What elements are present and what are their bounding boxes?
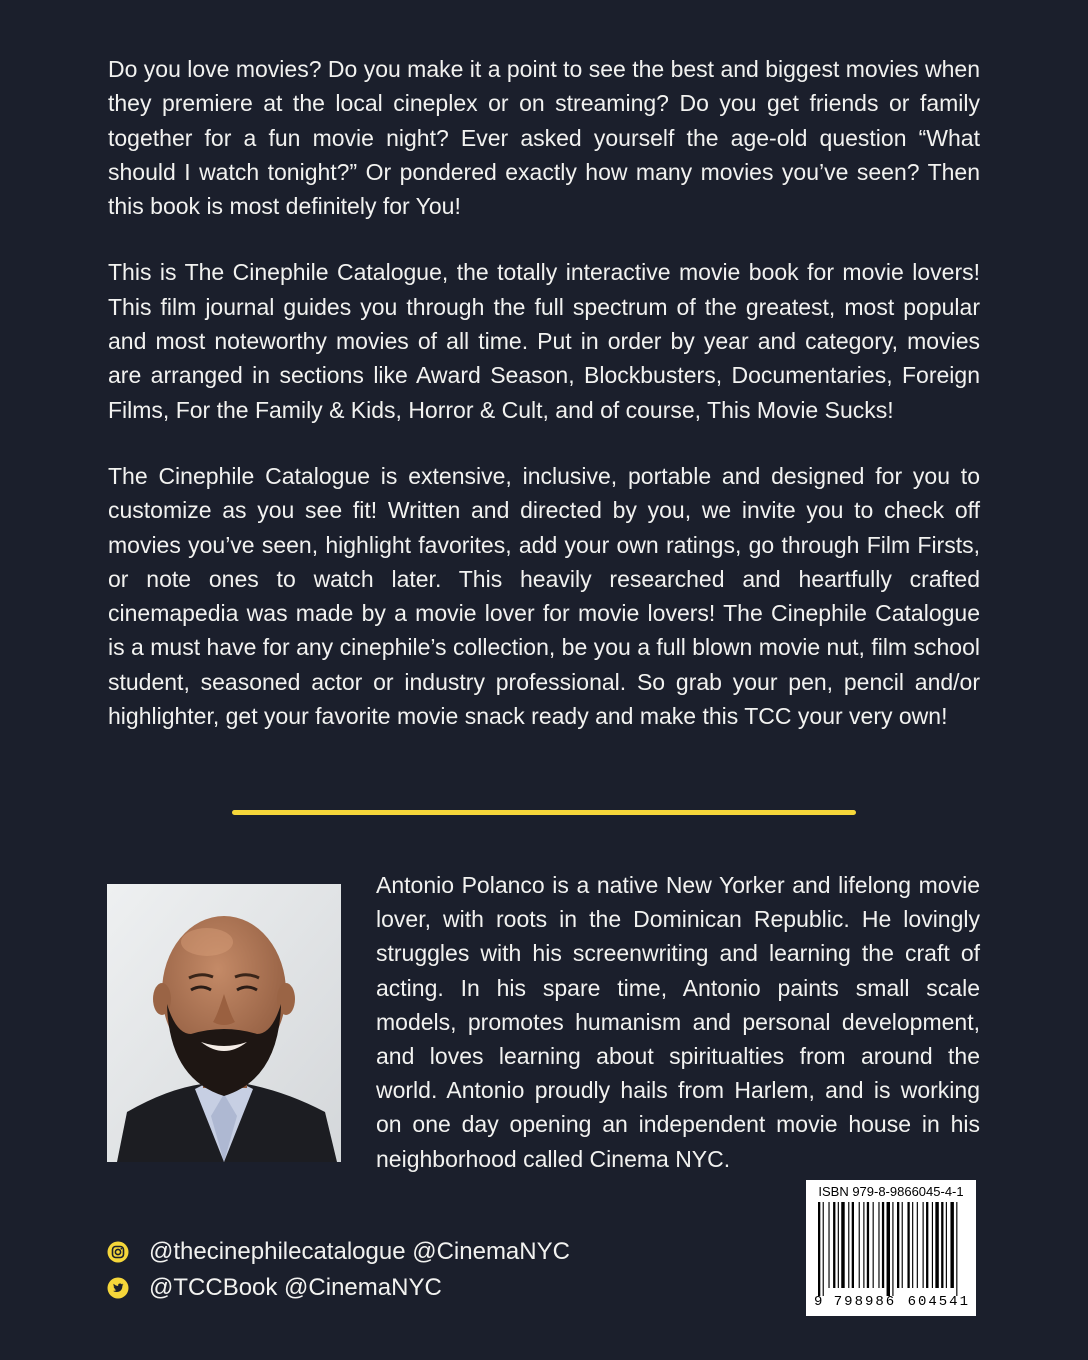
book-blurb (108, 52, 980, 765)
social-links (107, 1234, 570, 1306)
barcode-bar (946, 1202, 947, 1288)
barcode-bar (935, 1202, 938, 1288)
barcode-bar (848, 1202, 849, 1288)
author-photo (107, 884, 341, 1162)
yellow-divider (232, 810, 856, 815)
author-bio: Antonio Polanco is a native New Yorker and lifelong movie lover, with roots in the Dominican Republic. He lovingly struggles with his screenwriting and learning the craft of acting. In his spare time, Antonio paints small scale models, promotes humanism and personal development, and loves learning about spiritualties from around the world. Antonio proudly hails from Harlem, and is working on one day opening an independent movie house in his neighborhood called Cinema NYC. (376, 872, 980, 1172)
barcode-bar (823, 1202, 824, 1296)
blurb-paragraph-3: The Cinephile Catalogue is extensive, inclusive, portable and designed for you to customize as you see fit! Written and directed by you, we invite you to check off movies you’ve seen, highlight favorites, add your own ratings, go through Film Firsts, or note ones to watch later. This heavily researched and heartfully crafted cinemapedia was made by a movie lover for movie lovers! The Cinephile Catalogue is a must have for any cinephile’s collection, be you a full blown movie nut, film school student, seasoned actor or industry professional. So grab your pen, pencil and/or highlighter, get your favorite movie snack ready and make this TCC your very own! (108, 462, 980, 730)
barcode-bar (887, 1202, 890, 1296)
blurb-paragraph-1: Do you love movies? Do you make it a point to see the best and biggest movies when they premiere at the local cineplex or on streaming? Do you get friends or family together for a fun movie night? Ever asked yourself the age-old question “What should I watch tonight?” Or pondered exactly how many movies you’ve seen? Then this book is most definitely for You! (108, 56, 980, 220)
instagram-icon (107, 1241, 129, 1263)
barcode-bar (852, 1202, 854, 1288)
barcode-bar (956, 1202, 957, 1296)
isbn-label: ISBN 979-8-9866045-4-1 (818, 1184, 964, 1199)
barcode-bar (923, 1202, 924, 1288)
barcode-bar (917, 1202, 918, 1288)
instagram-handles: @thecinephilecatalogue @CinemaNYC (149, 1238, 570, 1265)
barcode-bar (897, 1202, 899, 1288)
barcode-bar (892, 1202, 893, 1296)
barcode-bar (818, 1202, 820, 1296)
barcode-bar (878, 1202, 879, 1288)
isbn-barcode (806, 1180, 976, 1316)
barcode-digits-right: 604541 (907, 1294, 970, 1310)
barcode-bar (902, 1202, 903, 1288)
barcode-bar (838, 1202, 839, 1288)
barcode-digits-left: 798986 (833, 1294, 897, 1310)
barcode-digits (814, 1294, 970, 1310)
barcode-bar (859, 1202, 860, 1288)
barcode-bar (828, 1202, 829, 1288)
barcode-bar (932, 1202, 933, 1288)
blurb-paragraph-2: This is The Cinephile Catalogue, the totally interactive movie book for movie lovers! This film journal guides you through the full spectrum of the greatest, most popular and most noteworthy movies of all time. Put in order by year and category, movies are arranged in sections like Award Season, Blockbusters, Documentaries, Foreign Films, For the Family & Kids, Horror & Cult, and of course, This Movie Sucks! (108, 259, 980, 423)
twitter-row[interactable] (107, 1270, 570, 1306)
barcode-bar (841, 1202, 844, 1288)
twitter-icon (107, 1277, 129, 1299)
barcode-bar (926, 1202, 928, 1288)
barcode-bar (950, 1202, 953, 1288)
barcode-bar (907, 1202, 909, 1288)
barcode-bar (863, 1202, 864, 1288)
instagram-row[interactable] (107, 1234, 570, 1270)
barcode-bar (912, 1202, 913, 1288)
barcode-bar (867, 1202, 869, 1288)
barcode-bar (873, 1202, 874, 1288)
barcode-bars (814, 1202, 970, 1296)
barcode-bar (941, 1202, 943, 1288)
barcode-bar (833, 1202, 835, 1288)
barcode-digit-lead: 9 (814, 1294, 823, 1310)
twitter-handles: @TCCBook @CinemaNYC (149, 1274, 442, 1301)
barcode-bar (882, 1202, 884, 1288)
